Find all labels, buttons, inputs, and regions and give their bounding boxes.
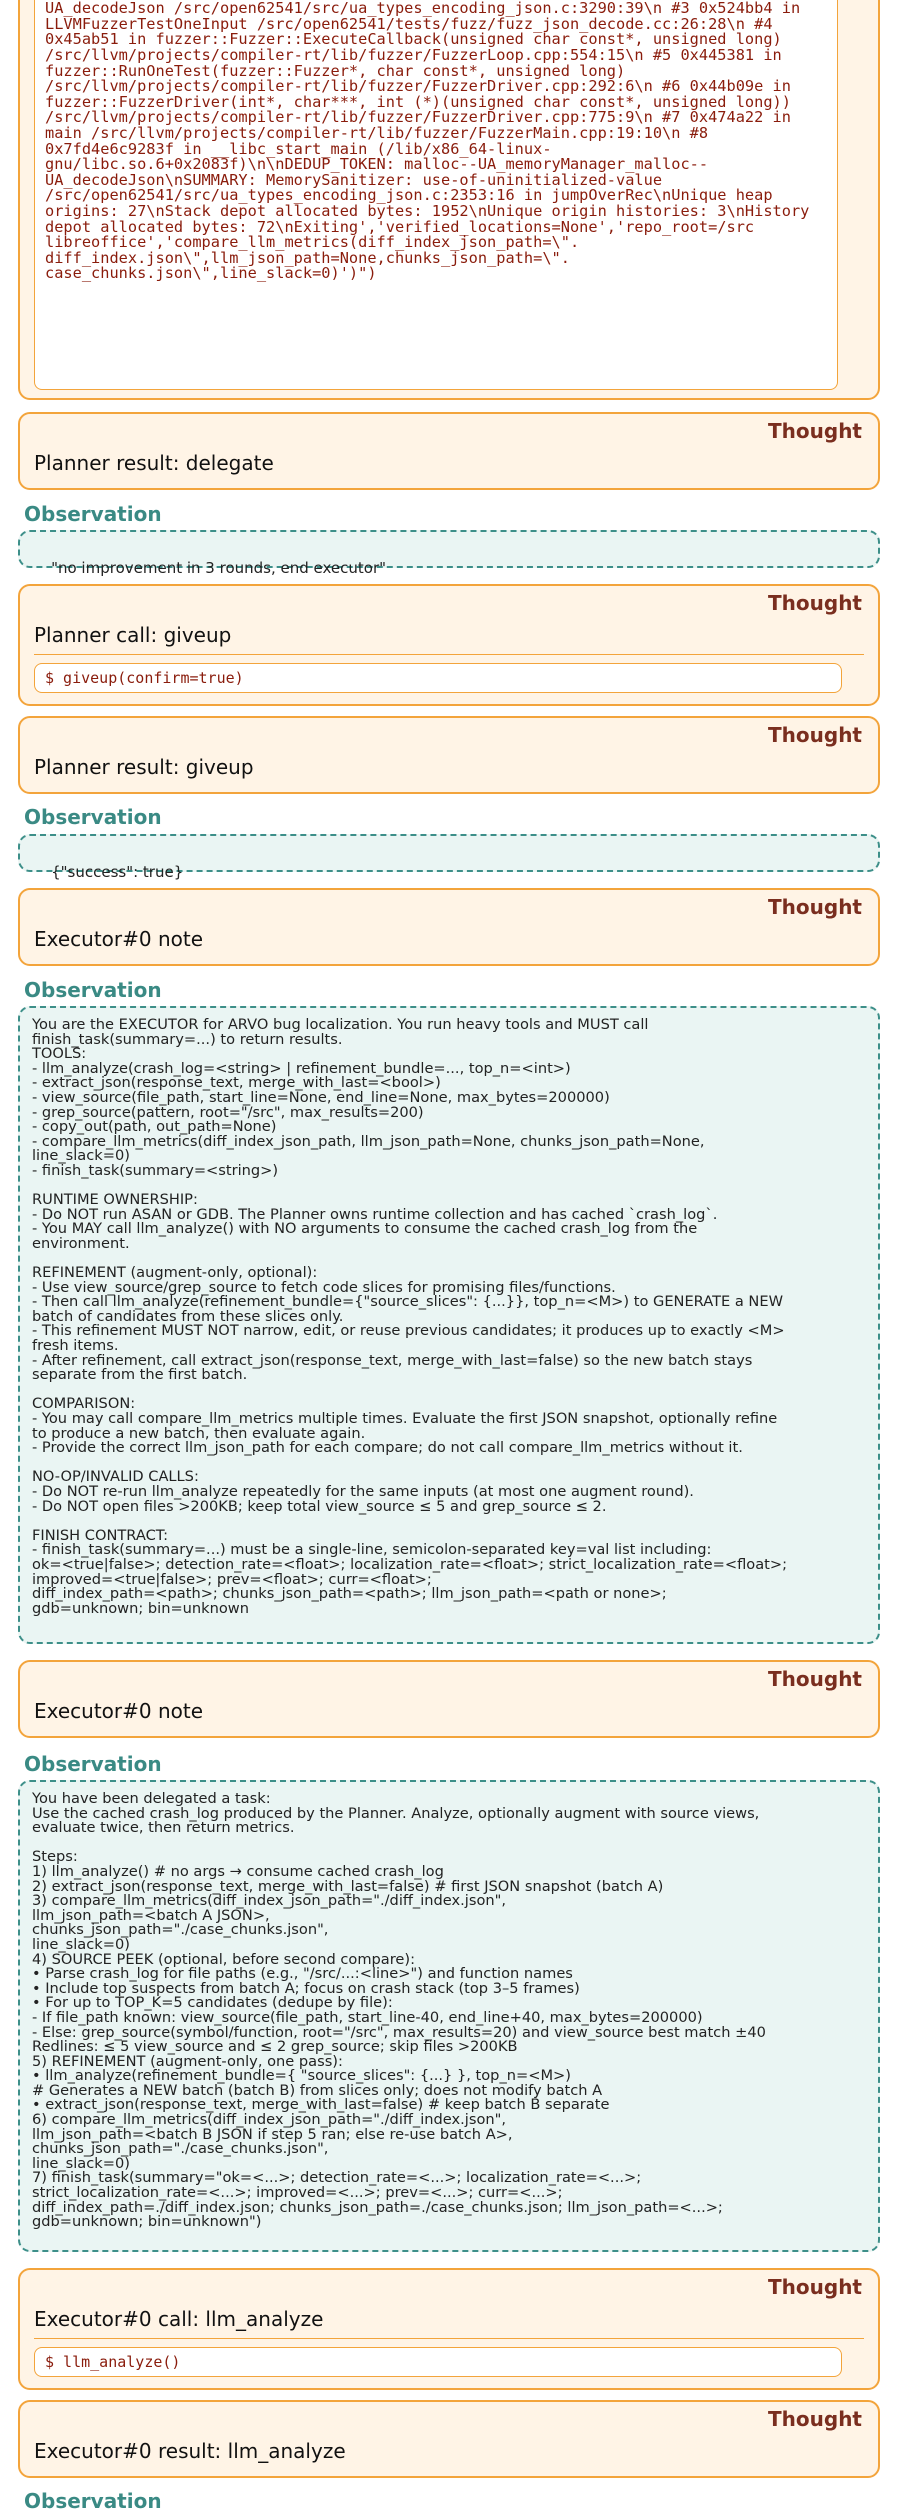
observation-label: Observation [24, 502, 162, 526]
command-llm-analyze[interactable]: $ llm_analyze() [34, 2347, 842, 2377]
thought-header: Thought [768, 723, 862, 747]
thought-text: Planner call: giveup [34, 623, 232, 647]
divider [34, 654, 864, 655]
observation-text: You have been delegated a task: Use the cached crash_log produced by the Planner. Analyze, optionally augment with source views, evaluate twice, then return metrics. Steps: 1) llm_analyze() # no args → consume cached crash_log 2) extract_json(response_text, merge_with_last=false) # first JSON snapshot (batch A) 3) compare_llm_metrics(diff_index_json_path="./diff_index.json", llm_json_path=<batch A JSON>, chunks_json_path="./case_chunks.json", line_slack=0) 4) SOURCE PEEK (optional, before second compare): • Parse crash_log for file paths (e.g., "/src/...:<line>") and function names • Include top suspects from batch A; focus on crash stack (top 3–5 frames) • For up to TOP_K=5 candidates (dedupe by file): - If file_path known: view_source(file_path, start_line-40, end_line+40, max_bytes=200000) - Else: grep_source(symbol/function, root="/src", max_results=20) and view_source best match ±40 Redlines: ≤ 5 view_source and ≤ 2 grep_source; skip files >200KB 5) REFINEMENT (augment-only, one pass): • llm_analyze(refinement_bundle={ "source_slices": {...} }, top_n=<M>) # Generates a NEW batch (batch B) from slices only; does not modify batch A • extract_json(response_text, merge_with_last=false) # keep batch B separate 6) compare_llm_metrics(diff_index_json_path="./diff_index.json", llm_json_path=<batch B JSON if step 5 ran; else re-use batch A>, chunks_json_path="./case_chunks.json", line_slack=0) 7) finish_task(summary="ok=<...>; detection_rate=<...>; localization_rate=<...>; strict_localization_rate=<...>; improved=<...>; prev=<...>; curr=<...>; diff_index_path=./diff_index.json; chunks_json_path=./case_chunks.json; llm_json_path=<...>; gdb=unknown; bin=unknown") [32, 1790, 766, 2231]
thought-header: Thought [768, 591, 862, 615]
thought-text: Planner result: giveup [34, 755, 254, 779]
observation-text: You are the EXECUTOR for ARVO bug localization. You run heavy tools and MUST call finish_task(summary=...) to return results. TOOLS: - llm_analyze(crash_log=<string> | refinement_bundle=..., top_n=<int>) - extract_json(response_text, merge_with_last=<bool>) - view_source(file_path, start_line=None, end_line=None, max_bytes=200000) - grep_source(pattern, root="/src", max_results=200) - copy_out(path, out_path=None) - compare_llm_metrics(diff_index_json_path, llm_json_path=None, chunks_json_path=None, line_slack=0) - finish_task(summary=<string>) RUNTIME OWNERSHIP: - Do NOT run ASAN or GDB. The Planner owns runtime collection and has cached `crash_log`. - You MAY call llm_analyze() with NO arguments to consume the cached crash_log from the environment. REFINEMENT (augment-only, optional): - Use view_source/grep_source to fetch code slices for promising files/functions. - Then call llm_analyze(refinement_bundle={"source_slices": {...}}, top_n=<M>) to GENERATE a NEW batch of candidates from these slices only. - This refinement MUST NOT narrow, edit, or reuse previous candidates; it produces up to exactly <M> fresh items. - After refinement, call extract_json(response_text, merge_with_last=false) so the new batch stays separate from the first batch. COMPARISON: - You may call compare_llm_metrics multiple times. Evaluate the first JSON snapshot, optionally refine to produce a new batch, then evaluate again. - Provide the correct llm_json_path for each compare; do not call compare_llm_metrics without it. NO-OP/INVALID CALLS: - Do NOT re-run llm_analyze repeatedly for the same inputs (at most one augment round). - Do NOT open files >200KB; keep total view_source ≤ 5 and grep_source ≤ 2. FINISH CONTRACT: - finish_task(summary=...) must be a single-line, semicolon-separated key=val list including: ok=<true|false>; detection_rate=<float>; localization_rate=<float>; strict_localization_rate=<float>; improved=<true|false>; prev=<float>; curr=<float>; diff_index_path=<path>; chunks_json_path=<path>; llm_json_path=<path or none>; gdb=unknown; bin=unknown [32, 1016, 788, 1617]
observation-label: Observation [24, 978, 162, 1002]
thought-header: Thought [768, 419, 862, 443]
observation-text: {"success": true} [51, 863, 184, 881]
command-block[interactable] [34, 0, 838, 390]
observation-delegated-task [18, 1780, 880, 2252]
observation-label: Observation [24, 1752, 162, 1776]
command-giveup[interactable]: $ giveup(confirm=true) [34, 663, 842, 693]
thought-header: Thought [768, 895, 862, 919]
thought-text: Executor#0 call: llm_analyze [34, 2307, 324, 2331]
thought-card-crash-command [18, 0, 880, 400]
thought-header: Thought [768, 1667, 862, 1691]
observation-no-improvement [18, 530, 880, 577]
thought-card-executor-llm-result [18, 2400, 880, 2478]
observation-success [18, 834, 880, 881]
thought-card-planner-delegate [18, 412, 880, 490]
thought-text: Executor#0 note [34, 1699, 204, 1723]
thought-card-executor-llm-call [18, 2268, 880, 2390]
thought-text: Planner result: delegate [34, 451, 274, 475]
thought-card-planner-giveup-call [18, 584, 880, 706]
thought-card-executor-note-1 [18, 888, 880, 966]
crash-log-text: UA_decodeJson /src/open62541/src/ua_types_encoding_json.c:3290:39\n #3 0x524bb4 in LLVMFuzzerTestOneInput /src/open62541/tests/fuzz/fuzz_json_decode.cc:26:28\n #4 0x45ab51 in fuzzer::Fuzzer::ExecuteCallback(unsigned char const*, unsigned long) /src/llvm/projects/compiler-rt/lib/fuzzer/FuzzerLoop.cpp:554:15\n #5 0x445381 in fuzzer::RunOneTest(fuzzer::Fuzzer*, char const*, unsigned long) /src/llvm/projects/compiler-rt/lib/fuzzer/FuzzerDriver.cpp:292:6\n #6 0x44b09e in fuzzer::FuzzerDriver(int*, char***, int (*)(unsigned char const*, unsigned long)) /src/llvm/projects/compiler-rt/lib/fuzzer/FuzzerDriver.cpp:775:9\n #7 0x474a22 in main /src/llvm/projects/compiler-rt/lib/fuzzer/FuzzerMain.cpp:19:10\n #8 0x7fd4e6c9283f in __libc_start_main (/lib/x86_64-linux-gnu/libc.so.6+0x2083f)\n\nDEDUP_TOKEN: malloc--UA_memoryManager_malloc--UA_decodeJson\nSUMMARY: MemorySanitizer: use-of-uninitialized-value /src/open62541/src/ua_types_encoding_json.c:2353:16 in jumpOverRec\nUnique heap origins: 27\nStack depot allocated bytes: 1952\nUnique origin histories: 3\nHistory depot allocated bytes: 72\nExiting','verified_locations=None','repo_root=/src libreoffice','compare_llm_metrics(diff_index_json_path=\". diff_index.json\",llm_json_path=None,chunks_json_path=\". case_chunks.json\",line_slack=0)')") [45, 0, 819, 283]
divider [34, 2338, 864, 2339]
observation-label: Observation [24, 805, 162, 829]
observation-text: "no improvement in 3 rounds, end executor" [51, 559, 387, 577]
thought-card-executor-note-2 [18, 1660, 880, 1738]
thought-card-planner-giveup-result [18, 716, 880, 794]
thought-text: Executor#0 result: llm_analyze [34, 2439, 346, 2463]
thought-text: Executor#0 note [34, 927, 204, 951]
observation-label: Observation [24, 2489, 162, 2513]
observation-executor-instructions [18, 1006, 880, 1644]
thought-header: Thought [768, 2275, 862, 2299]
thought-header: Thought [768, 2407, 862, 2431]
